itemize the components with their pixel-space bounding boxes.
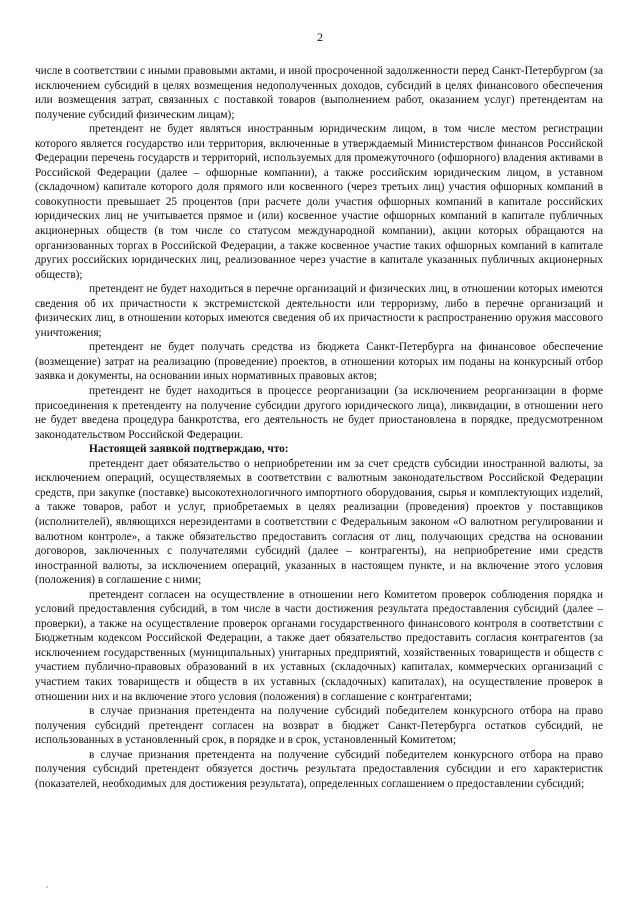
document-body [35,64,603,791]
paragraph-extremism-list: претендент не будет находиться в перечне организаций и физических лиц, в отношении которых имеются сведения об их причастности к экстремистской деятельности или терроризму, либо в перечне организаций и физических лиц, в отношении которых имеются сведения об их причастности к распространению оружия массового уничтожения; [35,283,603,339]
paragraph-return-of-residuals: в случае признания претендента на получение субсидий победителем конкурсного отбора на право получения субсидий претендент согласен на возврат в бюджет Санкт-Петербурга остатков субсидий, не использованных в установленный срок, в порядке и в срок, установленный Комитетом; [35,705,603,747]
scan-speck [46,886,48,888]
paragraph-budget-funding: претендент не будет получать средства из бюджета Санкт-Петербурга на финансовое обеспечение (возмещение) затрат на реализацию (проведение) проектов, в отношении которых им поданы на конкурсный отбор заявка и документы, на основании иных нормативных правовых актов; [35,341,603,383]
paragraph-result-obligation: в случае признания претендента на получение субсидий победителем конкурсного отбора на право получения субсидий претендент обязуется достичь результата предоставления субсидии и его характеристик (показателей, необходимых для достижения результата), определенных соглашением о предоставлении субсидий; [35,748,603,790]
section-heading-confirmation: Настоящей заявкой подтверждаю, что: [89,443,289,456]
paragraph-debt-continuation: числе в соответствии с иными правовыми актами, и иной просроченной задолженности перед Санкт-Петербургом (за исключением субсидий в целях возмещения недополученных доходов, субсидий в целях финансового обеспечения или возмещения затрат, связанных с поставкой товаров (выполнением работ, оказанием услуг) претендентам на получение субсидий физическим лицам); [35,65,603,121]
paragraph-reorganization: претендент не будет находиться в процессе реорганизации (за исключением реорганизации в форме присоединения к претенденту на получение субсидии другого юридического лица), ликвидации, в отношении него не будет введена процедура банкротства, его деятельность не будет приостановлена в порядке, предусмотренном законодательством Российской Федерации. [35,385,603,441]
page-number: 2 [317,30,323,44]
paragraph-offshore-status: претендент не будет являться иностранным юридическим лицом, в том числе местом регистрации которого является государство или территория, включенные в утверждаемый Министерством финансов Российской Федерации перечень государств и территорий, используемых для промежуточного (офшорного) владения активами в Российской Федерации (далее – офшорные компании), а также российским юридическим лицом, в уставном (складочном) капитале которого доля прямого или косвенного (через третьих лиц) участия офшорных компаний в совокупности превышает 25 процентов (при расчете доли участия офшорных компаний в капитале российских юридических лиц не учитывается прямое и (или) косвенное участие офшорных компаний в капитале публичных акционерных обществ (в том числе со статусом международной компании), акции которых обращаются на организованных торгах в Российской Федерации, а также косвенное участие таких офшорных компаний в капитале других российских юридических лиц, реализованное через участие в капитале указанных публичных акционерных обществ); [35,123,603,281]
paragraph-inspections-consent: претендент согласен на осуществление в отношении него Комитетом проверок соблюдения порядка и условий предоставления субсидий, в том числе в части достижения результата предоставления субсидий (далее – проверки), а также на осуществление проверок органами государственного финансового контроля в соответствии с Бюджетным кодексом Российской Федерации, а также дает обязательство предоставить согласия контрагентов (за исключением государственных (муниципальных) унитарных предприятий, хозяйственных товариществ и обществ с участием публично-правовых образований в их уставных (складочных) капиталах, коммерческих организаций с участием таких товариществ и обществ в их уставных (складочных) капиталах), на осуществление проверок в отношении них и на включение этого условия (положения) в соглашение с контрагентами; [35,588,603,703]
paragraph-foreign-currency: претендент дает обязательство о неприобретении им за счет средств субсидии иностранной валюты, за исключением операций, осуществляемых в соответствии с валютным законодательством Российской Федерации средств, при закупке (поставке) высокотехнологичного импортного оборудования, сырья и комплектующих изделий, а также товаров, работ и услуг, приобретаемых в целях реализации (проведения) проектов у поставщиков (исполнителей), являющихся нерезидентами в соответствии с Федеральным законом «О валютном регулировании и валютном контроле», а также обязательство предоставить согласия от лиц, получающих средства на основании договоров, заключенных с получателями субсидий (далее – контрагенты), на неприобретение ими средств иностранной валюты, за исключением операций, указанных в настоящем пункте, и на включение этого условия (положения) в соглашение с ними; [35,457,603,587]
